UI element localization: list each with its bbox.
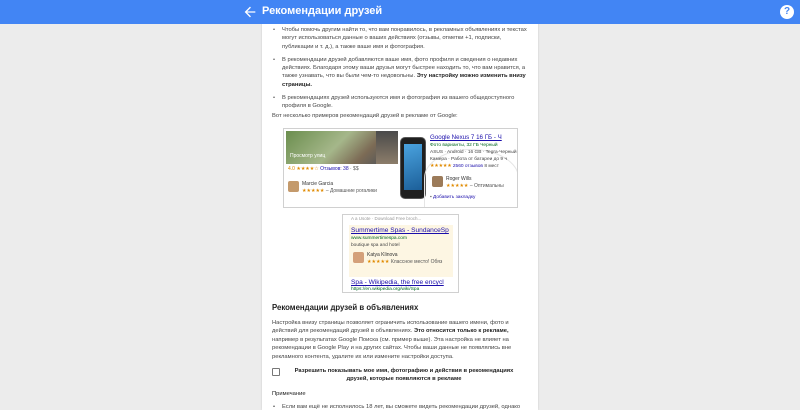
list-item: • Если вам ещё не исполнилось 18 лет, вы сможете видеть рекомендации друзей, однако xyxy=(272,403,530,410)
note-title: Примечание xyxy=(272,391,306,397)
section-description: Настройка внизу страницы позволяет ограничить использование вашего имени, фото и действий для рекомендаций друзей в объявлениях. Это относится только к рекламе, например в результатах Google Поиска (см. пример выше). Эта настройка не влияет на рекомендации в Google Play и на других сайтах. Чтобы ваши данные не появлялись вне рекламного контента, удалите их или измените настройки доступа. xyxy=(272,320,512,360)
street-view-image xyxy=(286,131,398,164)
content-card xyxy=(262,0,538,410)
example-ad-screenshot-2: A a Usote · Download Free broch... Summertime Spas - SundanceSp www.summertimespa.com boutique spa and hotel Katya Klinova ★★★★★ Классное место! Обяз Spa - Wikipedia, the free encycl https://en.wikipedia.org/wiki/Spa xyxy=(342,214,459,293)
examples-intro: Вот несколько примеров рекомендаций друзей в рекламе от Google: xyxy=(272,113,458,119)
help-icon[interactable]: ? xyxy=(780,5,794,19)
place-rating: 4.0 ★★★★☆ Отзывов: 38 · $$ xyxy=(288,166,359,172)
list-item: • В рекомендации друзей добавляются ваше имя, фото профиля и сведения о недавних действиях. Благодаря этому ваши друзья могут быстрее находить то, что вам нравится, а также узнавать, что вы были чем-то недовольны. Эту настройку можно изменить внизу страницы. xyxy=(272,56,530,89)
bookmark-icon: ▪ xyxy=(430,195,432,200)
ad-title-link: Summertime Spas - SundanceSp xyxy=(351,227,449,234)
bookmark-link: ▪ Добавить закладку xyxy=(430,195,476,200)
page-title: Рекомендации друзей xyxy=(262,5,383,17)
list-item: • В рекомендациях друзей используются имя и фотография из вашего общедоступного профиля в Google. xyxy=(272,94,530,111)
shared-endorsements-checkbox[interactable] xyxy=(272,368,280,376)
result-title-link: Spa - Wikipedia, the free encycl xyxy=(351,279,444,286)
info-bullets xyxy=(272,24,530,116)
avatar xyxy=(432,176,443,187)
street-view-label: Просмотр улиц xyxy=(290,153,326,159)
example-ad-screenshot-1: Просмотр улиц 4.0 ★★★★☆ Отзывов: 38 · $$ Marcie Garcia ★★★★★ – Домашние рогалики Google Nexus 7 16 ГБ - Ч Фото варианты, 32 ГБ Черный ASUS · Android · 16 GB · Tegra·Черный Камера · Работа от батареи до 9 ч ★★★★★ 2560 отзывов 8 мест Roger Wills ★★★★★ – Оптимальны ▪ Добавить закладку xyxy=(283,128,518,208)
section-title: Рекомендации друзей в объявлениях xyxy=(272,303,419,312)
phone-image xyxy=(400,137,426,199)
avatar xyxy=(353,252,364,263)
ad-title-link: Google Nexus 7 16 ГБ - Ч xyxy=(430,134,502,141)
avatar xyxy=(288,181,299,192)
list-item: • Чтобы помочь другим найти то, что вам понравилось, в рекламных объявлениях и текстах могут использоваться данные о ваших действиях (отзывы, отметки +1, подписки, публикации и т. д.), а также ваше имя и фотография. xyxy=(272,26,530,51)
app-bar xyxy=(0,0,800,24)
bold-note: Эту настройку можно изменить внизу страницы. xyxy=(282,73,526,88)
shared-endorsements-label[interactable]: Разрешить показывать мое имя, фотографию и действия в рекомендациях друзей, которые появляются в рекламе xyxy=(294,368,514,383)
arrow-back-icon[interactable] xyxy=(242,4,258,20)
